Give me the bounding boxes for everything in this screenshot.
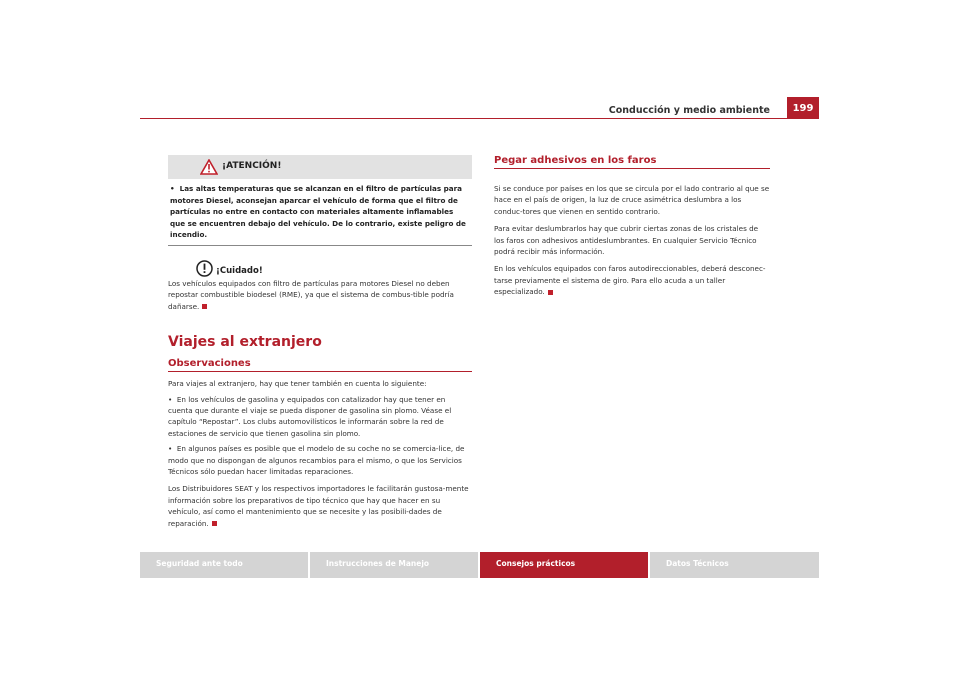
page-header-title: Conducción y medio ambiente xyxy=(608,105,770,116)
subsection-title-headlights: Pegar adhesivos en los faros xyxy=(494,155,770,169)
subsection-title-observations: Observaciones xyxy=(168,358,472,372)
section-title-travel: Viajes al extranjero xyxy=(168,334,322,351)
headlights-paragraph-3 xyxy=(494,263,770,297)
left-column xyxy=(168,155,472,529)
footer-nav xyxy=(140,552,819,578)
travel-bullet-1 xyxy=(168,394,472,440)
right-column xyxy=(494,155,770,298)
headlights-paragraph-1: Si se conduce por países en los que se circula por el lado contrario al que se hace en el país de origen, la luz de cruce asimétrica deslumbra a los conduc-tores que vienen en sentido contrario. xyxy=(494,184,770,216)
footer-tab-technical-data[interactable] xyxy=(650,552,819,578)
headlights-paragraph-3-text: En los vehículos equipados con faros autodireccionables, deberá desconec-tarse previamente el sistema de giro. Para ello acuda a un taller especializado. xyxy=(494,264,766,297)
travel-bullet-2-text: En algunos países es posible que el modelo de su coche no se comercia-lice, de modo que no dispongan de algunos recambios para el mismo, o que los Servicios Técnicos sólo puedan hacer limitadas reparaciones. xyxy=(168,444,465,477)
end-of-section-icon xyxy=(212,521,217,526)
travel-closing xyxy=(168,483,472,529)
travel-intro: Para viajes al extranjero, hay que tener también en cuenta lo siguiente: xyxy=(168,379,427,389)
caution-text xyxy=(168,278,472,312)
warning-bullet: • xyxy=(170,184,175,193)
travel-closing-text: Los Distribuidores SEAT y los respectivos importadores le facilitarán gustosa-mente información sobre los preparativos de tipo técnico que hay que hacer en su vehículo, así como el mantenimiento que se necesite y las posibili-dades de reparación. xyxy=(168,484,469,528)
warning-triangle-icon xyxy=(200,159,218,175)
footer-tab-label: Seguridad ante todo xyxy=(156,559,243,568)
caution-block xyxy=(168,260,472,312)
warning-title: ¡ATENCIÓN! xyxy=(222,161,282,171)
headlights-paragraph-2: Para evitar deslumbrarlos hay que cubrir ciertas zonas de los cristales de los faros con adhesivos antideslumbrantes. En cualquier Servicio Técnico podrá recibir más información. xyxy=(494,224,759,257)
footer-tab-practical-tips[interactable] xyxy=(480,552,648,578)
footer-tab-label: Datos Técnicos xyxy=(666,559,729,568)
warning-body: Las altas temperaturas que se alcanzan en el filtro de partículas para motores Diesel, aconsejan aparcar el vehículo de forma que el filtro de partículas no entre en contacto con materiales altamente inflamables que se encuentren debajo del vehículo. De lo contrario, existe peligro de incendio. xyxy=(170,184,466,240)
warning-header xyxy=(168,155,472,179)
exclamation-circle-icon xyxy=(196,260,213,277)
warning-box xyxy=(168,155,472,246)
caution-title: ¡Cuidado! xyxy=(216,265,263,276)
page-number: 199 xyxy=(787,97,819,119)
caution-header xyxy=(168,260,472,278)
footer-tab-label: Instrucciones de Manejo xyxy=(326,559,430,568)
header-divider xyxy=(140,118,819,119)
end-of-section-icon xyxy=(548,290,553,295)
warning-text xyxy=(168,179,472,245)
travel-bullet-1-text: En los vehículos de gasolina y equipados con catalizador hay que tener en cuenta que durante el viaje se pueda disponer de gasolina sin plomo. Véase el capítulo “Repostar”. Los clubs automovilísticos le informarán sobre la red de estaciones de servicio que tienen gasolina sin plomo. xyxy=(168,394,452,438)
end-of-section-icon xyxy=(202,304,207,309)
footer-tab-label: Consejos prácticos xyxy=(496,559,576,568)
bullet-icon: • xyxy=(168,444,173,454)
travel-bullet-2 xyxy=(168,443,472,477)
footer-tab-safety[interactable] xyxy=(140,552,308,578)
footer-tab-operating-instructions[interactable] xyxy=(310,552,478,578)
caution-body: Los vehículos equipados con filtro de partículas para motores Diesel no deben repostar combustible biodesel (RME), ya que el sistema de combus-tible podría dañarse. xyxy=(168,278,454,311)
bullet-icon: • xyxy=(168,394,173,404)
